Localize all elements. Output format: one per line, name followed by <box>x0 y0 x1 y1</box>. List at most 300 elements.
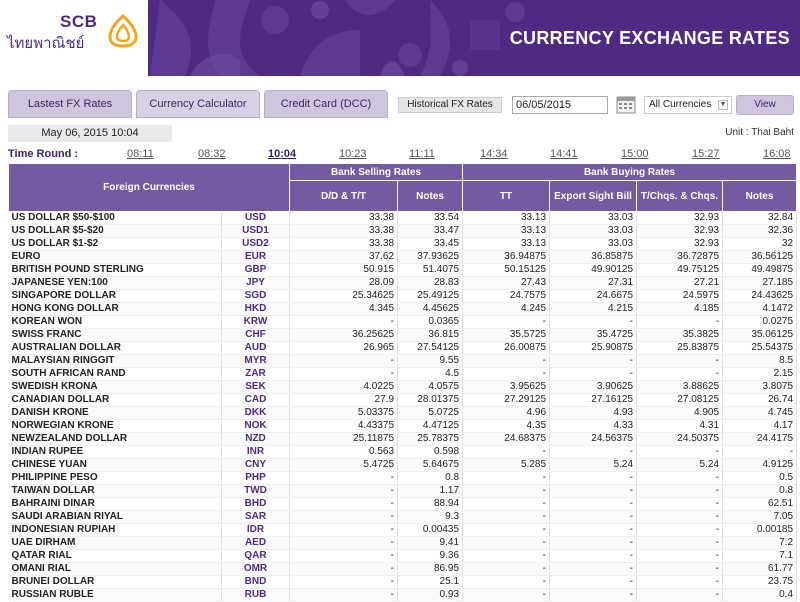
currency-code: DKK <box>222 407 290 420</box>
time-link-active[interactable]: 10:04 <box>268 148 297 160</box>
time-link[interactable]: 14:41 <box>550 148 578 160</box>
currency-name: PHILIPPINE PESO <box>9 472 222 485</box>
rate-cell: 5.24 <box>637 459 723 472</box>
rate-cell: 4.1472 <box>723 303 797 316</box>
rate-cell: - <box>637 485 723 498</box>
currency-name: JAPANESE YEN:100 <box>9 277 222 290</box>
currency-name: RUSSIAN RUBLE <box>9 589 222 602</box>
rate-cell: - <box>290 550 398 563</box>
rate-cell: 25.78375 <box>398 433 463 446</box>
currency-code: USD <box>222 212 290 225</box>
rate-cell: - <box>463 524 550 537</box>
table-row <box>9 511 797 524</box>
currency-code: HKD <box>222 303 290 316</box>
rate-cell: 24.6675 <box>550 290 637 303</box>
current-datetime: May 06, 2015 10:04 <box>8 125 172 142</box>
currency-code: BHD <box>222 498 290 511</box>
currency-code: JPY <box>222 277 290 290</box>
buying-rates-header: Bank Buying Rates <box>463 164 797 181</box>
rate-cell: 5.0725 <box>398 407 463 420</box>
rate-cell: 7.05 <box>723 511 797 524</box>
rate-cell: 0.00435 <box>398 524 463 537</box>
table-row <box>9 316 797 329</box>
currency-code: RUB <box>222 589 290 602</box>
currency-name: NORWEGIAN KRONE <box>9 420 222 433</box>
rate-cell: 25.34625 <box>290 290 398 303</box>
rate-cell: - <box>290 576 398 589</box>
table-row <box>9 589 797 602</box>
time-round-bar <box>0 148 800 162</box>
table-row <box>9 212 797 225</box>
rate-cell: 27.29125 <box>463 394 550 407</box>
currency-name: INDIAN RUPEE <box>9 446 222 459</box>
currency-name: NEWZEALAND DOLLAR <box>9 433 222 446</box>
currency-code: IDR <box>222 524 290 537</box>
currency-code: SAR <box>222 511 290 524</box>
rate-cell: 24.56375 <box>550 433 637 446</box>
rate-cell: 33.38 <box>290 225 398 238</box>
rate-cell: 5.64675 <box>398 459 463 472</box>
rate-cell: 35.5725 <box>463 329 550 342</box>
rate-cell: 36.72875 <box>637 251 723 264</box>
rates-table-body <box>9 212 797 602</box>
time-link[interactable]: 11:11 <box>409 148 435 160</box>
rate-cell: 33.47 <box>398 225 463 238</box>
currency-code: CAD <box>222 394 290 407</box>
rate-cell: 25.1 <box>398 576 463 589</box>
rate-cell: - <box>290 524 398 537</box>
rate-cell: 24.5975 <box>637 290 723 303</box>
rate-cell: 4.35 <box>463 420 550 433</box>
rate-cell: - <box>550 316 637 329</box>
rate-cell: 32.93 <box>637 212 723 225</box>
rate-cell: 33.03 <box>550 225 637 238</box>
calendar-icon[interactable] <box>616 94 636 114</box>
table-row <box>9 238 797 251</box>
rate-cell: - <box>463 472 550 485</box>
rate-cell: 24.4175 <box>723 433 797 446</box>
time-link[interactable]: 08:32 <box>198 148 226 160</box>
tab-currency-calculator[interactable]: Currency Calculator <box>136 90 260 118</box>
currency-code: CHF <box>222 329 290 342</box>
currency-name: TAIWAN DOLLAR <box>9 485 222 498</box>
rate-cell: 24.50375 <box>637 433 723 446</box>
rate-cell: 4.185 <box>637 303 723 316</box>
rate-cell: 49.75125 <box>637 264 723 277</box>
rate-cell: 0.5 <box>723 472 797 485</box>
rate-cell: 2.15 <box>723 368 797 381</box>
table-row <box>9 290 797 303</box>
table-row <box>9 277 797 290</box>
rate-cell: 0.0275 <box>723 316 797 329</box>
currency-code: GBP <box>222 264 290 277</box>
time-link[interactable]: 14:34 <box>480 148 508 160</box>
rate-cell: 49.49875 <box>723 264 797 277</box>
rate-cell: 36.815 <box>398 329 463 342</box>
rate-cell: 27.185 <box>723 277 797 290</box>
column-header: Export Sight Bill <box>550 181 637 212</box>
rate-cell: 61.77 <box>723 563 797 576</box>
view-button[interactable]: View <box>736 95 794 115</box>
table-row <box>9 485 797 498</box>
rate-cell: 4.47125 <box>398 420 463 433</box>
column-header: Notes <box>398 181 463 212</box>
currency-name: CHINESE YUAN <box>9 459 222 472</box>
rate-cell: - <box>550 550 637 563</box>
rate-cell: - <box>550 355 637 368</box>
rate-cell: - <box>637 589 723 602</box>
table-row <box>9 355 797 368</box>
tab-credit-card-dcc[interactable]: Credit Card (DCC) <box>264 90 388 118</box>
logo-text: SCB <box>60 12 98 31</box>
rate-cell: 36.94875 <box>463 251 550 264</box>
logo-thai-text: ไทยพาณิชย์ <box>7 34 85 52</box>
rate-cell: 28.09 <box>290 277 398 290</box>
table-row <box>9 342 797 355</box>
rate-cell: 4.45625 <box>398 303 463 316</box>
rate-cell: 28.01375 <box>398 394 463 407</box>
page-title: CURRENCY EXCHANGE RATES <box>509 28 790 48</box>
rate-cell: 0.8 <box>398 472 463 485</box>
rate-cell: 9.36 <box>398 550 463 563</box>
rate-cell: - <box>463 316 550 329</box>
rate-cell: 62.51 <box>723 498 797 511</box>
rate-cell: - <box>637 446 723 459</box>
rate-cell: - <box>463 485 550 498</box>
currency-name: DANISH KRONE <box>9 407 222 420</box>
rate-cell: 25.11875 <box>290 433 398 446</box>
rate-cell: - <box>290 472 398 485</box>
currency-code: CNY <box>222 459 290 472</box>
table-row <box>9 407 797 420</box>
rate-cell: 26.00875 <box>463 342 550 355</box>
column-header: TT <box>463 181 550 212</box>
rate-cell: 4.31 <box>637 420 723 433</box>
table-row <box>9 446 797 459</box>
rate-cell: - <box>290 355 398 368</box>
table-row <box>9 368 797 381</box>
rate-cell: 33.03 <box>550 238 637 251</box>
rate-cell: - <box>637 576 723 589</box>
rate-cell: 9.3 <box>398 511 463 524</box>
rate-cell: 32.36 <box>723 225 797 238</box>
rate-cell: 4.33 <box>550 420 637 433</box>
currency-name: US DOLLAR $50-$100 <box>9 212 222 225</box>
rate-cell: 35.3825 <box>637 329 723 342</box>
column-header: T/Chqs. & Chqs. <box>637 181 723 212</box>
currency-name: US DOLLAR $1-$2 <box>9 238 222 251</box>
currency-name: BAHRAINI DINAR <box>9 498 222 511</box>
rate-cell: - <box>637 498 723 511</box>
table-row <box>9 329 797 342</box>
rate-cell: - <box>637 472 723 485</box>
rate-cell: - <box>463 446 550 459</box>
currency-code: BND <box>222 576 290 589</box>
rate-cell: 4.0225 <box>290 381 398 394</box>
currency-name: US DOLLAR $5-$20 <box>9 225 222 238</box>
rate-cell: - <box>290 537 398 550</box>
time-link[interactable]: 15:27 <box>692 148 720 160</box>
time-link[interactable]: 15:00 <box>621 148 649 160</box>
table-row <box>9 537 797 550</box>
rate-cell: - <box>290 498 398 511</box>
currency-name: MALAYSIAN RINGGIT <box>9 355 222 368</box>
currency-select-value: All Currencies <box>649 99 712 110</box>
rate-cell: - <box>550 368 637 381</box>
rate-cell: - <box>550 563 637 576</box>
rate-cell: 4.43375 <box>290 420 398 433</box>
rate-cell: 4.93 <box>550 407 637 420</box>
currency-name: SOUTH AFRICAN RAND <box>9 368 222 381</box>
currency-code: SEK <box>222 381 290 394</box>
rate-cell: - <box>550 472 637 485</box>
rate-cell: 33.38 <box>290 238 398 251</box>
currency-code: AED <box>222 537 290 550</box>
rate-cell: 26.965 <box>290 342 398 355</box>
rate-cell: 36.25625 <box>290 329 398 342</box>
tabs-bar <box>0 90 800 118</box>
currency-code: AUD <box>222 342 290 355</box>
currency-code: PHP <box>222 472 290 485</box>
table-row <box>9 381 797 394</box>
rate-cell: - <box>637 355 723 368</box>
table-row <box>9 459 797 472</box>
rate-cell: 24.68375 <box>463 433 550 446</box>
currency-name: SWEDISH KRONA <box>9 381 222 394</box>
rates-table <box>8 163 797 602</box>
rate-cell: 24.7575 <box>463 290 550 303</box>
rate-cell: - <box>550 589 637 602</box>
rate-cell: - <box>463 368 550 381</box>
page-header <box>0 0 800 76</box>
rate-cell: 35.06125 <box>723 329 797 342</box>
rate-cell: 0.00185 <box>723 524 797 537</box>
rate-cell: - <box>550 537 637 550</box>
rate-cell: 28.83 <box>398 277 463 290</box>
scb-logo-icon <box>105 13 141 49</box>
rate-cell: - <box>290 368 398 381</box>
rate-cell: 0.563 <box>290 446 398 459</box>
rate-cell: 9.55 <box>398 355 463 368</box>
time-link[interactable]: 10:23 <box>339 148 367 160</box>
table-row <box>9 433 797 446</box>
table-row <box>9 498 797 511</box>
rate-cell: 32.93 <box>637 238 723 251</box>
currency-name: HONG KONG DOLLAR <box>9 303 222 316</box>
column-header: D/D & T/T <box>290 181 398 212</box>
rate-cell: - <box>637 563 723 576</box>
rate-cell: - <box>550 446 637 459</box>
rate-cell: - <box>290 589 398 602</box>
rate-cell: - <box>463 550 550 563</box>
rate-cell: - <box>463 511 550 524</box>
rate-cell: 50.915 <box>290 264 398 277</box>
rate-cell: 50.15125 <box>463 264 550 277</box>
rate-cell: 27.43 <box>463 277 550 290</box>
currency-code: USD1 <box>222 225 290 238</box>
table-row <box>9 394 797 407</box>
rate-cell: 33.13 <box>463 238 550 251</box>
currency-code: EUR <box>222 251 290 264</box>
currency-name: BRUNEI DOLLAR <box>9 576 222 589</box>
rate-cell: - <box>637 524 723 537</box>
rate-cell: 33.13 <box>463 212 550 225</box>
rate-cell: 7.2 <box>723 537 797 550</box>
rate-cell: 4.745 <box>723 407 797 420</box>
rate-cell: 27.21 <box>637 277 723 290</box>
table-row <box>9 225 797 238</box>
time-link[interactable]: 16:08 <box>763 148 791 160</box>
rate-cell: 33.13 <box>463 225 550 238</box>
rate-cell: 1.17 <box>398 485 463 498</box>
table-row <box>9 472 797 485</box>
rate-cell: - <box>550 485 637 498</box>
rate-cell: 36.85875 <box>550 251 637 264</box>
rate-cell: 4.905 <box>637 407 723 420</box>
currency-name: SAUDI ARABIAN RIYAL <box>9 511 222 524</box>
rate-cell: - <box>637 316 723 329</box>
rate-cell: 8.5 <box>723 355 797 368</box>
rate-cell: - <box>723 446 797 459</box>
table-row <box>9 251 797 264</box>
rate-cell: - <box>463 576 550 589</box>
currency-select[interactable] <box>644 96 732 114</box>
rate-cell: 4.245 <box>463 303 550 316</box>
currency-name: SWISS FRANC <box>9 329 222 342</box>
logo-area[interactable] <box>0 0 148 76</box>
chevron-down-icon: ▼ <box>719 101 727 108</box>
rate-cell: - <box>463 537 550 550</box>
historical-fx-rates-label: Historical FX Rates <box>398 97 502 113</box>
rate-cell: 3.90625 <box>550 381 637 394</box>
rate-cell: 27.16125 <box>550 394 637 407</box>
currency-name: BRITISH POUND STERLING <box>9 264 222 277</box>
table-row <box>9 563 797 576</box>
currency-code: KRW <box>222 316 290 329</box>
currency-name: EURO <box>9 251 222 264</box>
rate-cell: - <box>637 537 723 550</box>
currency-code: USD2 <box>222 238 290 251</box>
rate-cell: 0.8 <box>723 485 797 498</box>
rate-cell: 0.93 <box>398 589 463 602</box>
tab-latest-fx-rates[interactable]: Lastest FX Rates <box>8 90 132 118</box>
rate-cell: 33.03 <box>550 212 637 225</box>
rate-cell: 4.345 <box>290 303 398 316</box>
rate-cell: 4.17 <box>723 420 797 433</box>
rate-cell: - <box>290 316 398 329</box>
rate-cell: 27.31 <box>550 277 637 290</box>
time-round-label: Time Round : <box>8 148 79 160</box>
rate-cell: 23.75 <box>723 576 797 589</box>
rate-cell: - <box>550 511 637 524</box>
rate-cell: 37.62 <box>290 251 398 264</box>
rate-cell: 9.41 <box>398 537 463 550</box>
currency-code: QAR <box>222 550 290 563</box>
foreign-currencies-header: Foreign Currencies <box>9 164 290 212</box>
rate-cell: 33.38 <box>290 212 398 225</box>
rate-cell: 4.215 <box>550 303 637 316</box>
currency-name: SINGAPORE DOLLAR <box>9 290 222 303</box>
rate-cell: - <box>550 498 637 511</box>
rate-cell: - <box>637 511 723 524</box>
currency-code: NZD <box>222 433 290 446</box>
currency-name: INDONESIAN RUPIAH <box>9 524 222 537</box>
table-row <box>9 420 797 433</box>
rate-cell: - <box>463 355 550 368</box>
currency-code: NOK <box>222 420 290 433</box>
selling-rates-header: Bank Selling Rates <box>290 164 463 181</box>
rate-cell: 4.5 <box>398 368 463 381</box>
rate-cell: 4.0575 <box>398 381 463 394</box>
currency-name: KOREAN WON <box>9 316 222 329</box>
rate-cell: 25.83875 <box>637 342 723 355</box>
column-header: Notes <box>723 181 797 212</box>
rate-cell: 5.285 <box>463 459 550 472</box>
rate-cell: 27.9 <box>290 394 398 407</box>
date-input[interactable] <box>512 96 608 114</box>
table-row <box>9 524 797 537</box>
rate-cell: - <box>463 563 550 576</box>
time-link[interactable]: 08:11 <box>127 148 154 160</box>
currency-name: QATAR RIAL <box>9 550 222 563</box>
rate-cell: - <box>290 485 398 498</box>
table-row <box>9 576 797 589</box>
rate-cell: 0.4 <box>723 589 797 602</box>
currency-code: ZAR <box>222 368 290 381</box>
currency-code: OMR <box>222 563 290 576</box>
rate-cell: 25.90875 <box>550 342 637 355</box>
currency-code: INR <box>222 446 290 459</box>
rate-cell: 5.24 <box>550 459 637 472</box>
rate-cell: 3.8075 <box>723 381 797 394</box>
rate-cell: 88.94 <box>398 498 463 511</box>
rate-cell: 32.84 <box>723 212 797 225</box>
rate-cell: 86.95 <box>398 563 463 576</box>
currency-name: AUSTRALIAN DOLLAR <box>9 342 222 355</box>
rate-cell: 36.56125 <box>723 251 797 264</box>
rate-cell: - <box>290 563 398 576</box>
unit-label: Unit : Thai Baht <box>725 127 794 138</box>
rate-cell: 3.95625 <box>463 381 550 394</box>
rate-cell: - <box>463 498 550 511</box>
rate-cell: 25.54375 <box>723 342 797 355</box>
rate-cell: 4.9125 <box>723 459 797 472</box>
rate-cell: 5.4725 <box>290 459 398 472</box>
table-row <box>9 264 797 277</box>
rate-cell: 33.45 <box>398 238 463 251</box>
rate-cell: 24.43625 <box>723 290 797 303</box>
rate-cell: 26.74 <box>723 394 797 407</box>
currency-name: CANADIAN DOLLAR <box>9 394 222 407</box>
rate-cell: 49.90125 <box>550 264 637 277</box>
currency-name: OMANI RIAL <box>9 563 222 576</box>
rate-cell: 4.96 <box>463 407 550 420</box>
currency-code: MYR <box>222 355 290 368</box>
rate-cell: - <box>550 576 637 589</box>
rate-cell: - <box>637 368 723 381</box>
rate-cell: 0.598 <box>398 446 463 459</box>
table-row <box>9 550 797 563</box>
rate-cell: 27.08125 <box>637 394 723 407</box>
table-row <box>9 303 797 316</box>
rate-cell: 35.4725 <box>550 329 637 342</box>
rate-cell: 25.49125 <box>398 290 463 303</box>
rate-cell: - <box>463 589 550 602</box>
rate-cell: 0.0365 <box>398 316 463 329</box>
rate-cell: 32.93 <box>637 225 723 238</box>
rate-cell: 7.1 <box>723 550 797 563</box>
rate-cell: 5.03375 <box>290 407 398 420</box>
